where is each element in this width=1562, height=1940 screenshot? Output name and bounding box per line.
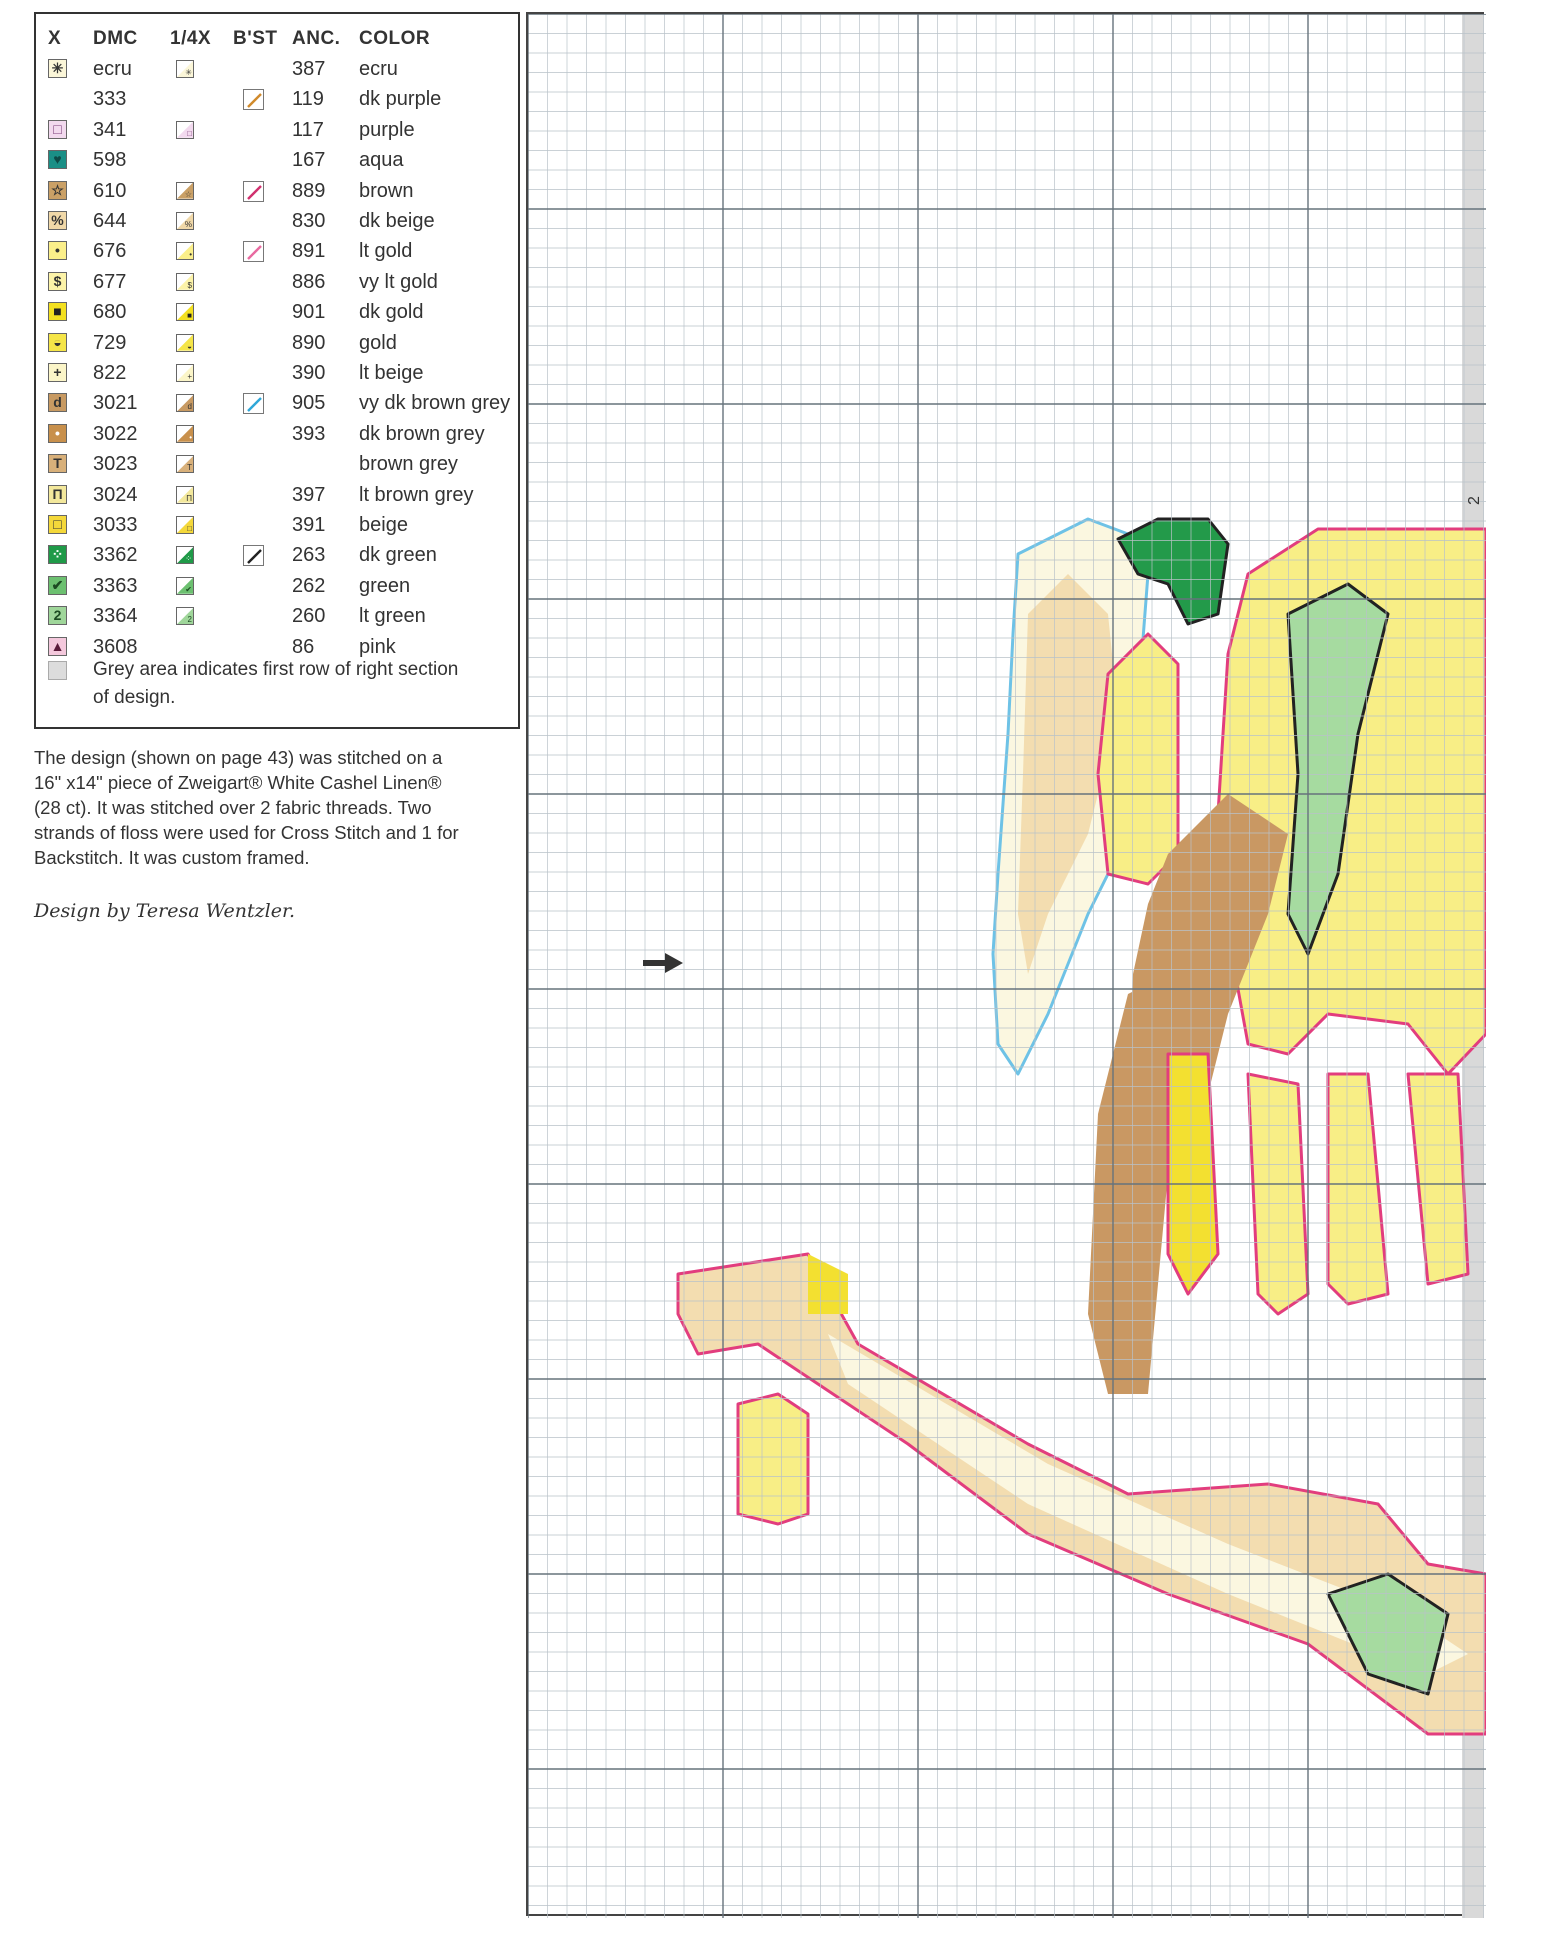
anchor-number: 260 (292, 605, 326, 628)
header-color: COLOR (359, 28, 431, 49)
color-key-table (34, 12, 520, 729)
dmc-number: 3022 (93, 422, 138, 445)
anchor-number: 890 (292, 331, 326, 354)
dmc-number: 341 (93, 118, 127, 141)
quarter-stitch-icon: $ (176, 273, 194, 291)
quarter-stitch-icon: ✳ (176, 60, 194, 78)
color-name: ecru (359, 58, 398, 80)
quarter-stitch-icon: ◒ (176, 334, 194, 352)
stitch-symbol-icon: □ (48, 515, 67, 534)
dmc-number: 598 (93, 149, 127, 172)
description-line: The design (shown on page 43) was stitched on a (34, 747, 443, 768)
ribbon-tail (738, 1394, 808, 1524)
key-row (36, 358, 518, 388)
stitch-symbol-icon: ⁘ (48, 545, 67, 564)
quarter-stitch-icon: + (176, 364, 194, 382)
description-line: (28 ct). It was stitched over 2 fabric threads. Two (34, 797, 432, 818)
key-row (36, 540, 518, 570)
color-name: brown grey (359, 453, 458, 476)
key-row (36, 115, 518, 145)
key-row (36, 480, 518, 510)
stitch-symbol-icon: ◒ (48, 333, 67, 352)
anchor-number: 901 (292, 301, 326, 324)
key-row (36, 267, 518, 297)
quarter-stitch-icon: 2 (176, 607, 194, 625)
anchor-number: 891 (292, 240, 326, 263)
anchor-number: 391 (292, 514, 326, 536)
key-row (36, 145, 518, 175)
dmc-number: 3023 (93, 453, 138, 476)
dmc-number: ecru (93, 58, 132, 80)
dmc-number: 677 (93, 270, 127, 293)
description-line: 16" x14" piece of Zweigart® White Cashel Linen® (34, 772, 442, 793)
key-row (36, 601, 518, 631)
dmc-number: 676 (93, 240, 127, 263)
key-row (36, 54, 518, 84)
color-name: green (359, 574, 411, 597)
anchor-number: 393 (292, 422, 326, 445)
quarter-stitch-icon: Π (176, 486, 194, 504)
color-name: dk purple (359, 88, 442, 111)
face-region (1098, 634, 1178, 884)
key-row (36, 449, 518, 479)
stitch-symbol-icon: ■ (48, 302, 67, 321)
anchor-number: 263 (292, 544, 326, 567)
page-marker: 2 (1466, 496, 1483, 505)
stitch-symbol-icon: + (48, 363, 67, 382)
anchor-number: 830 (292, 210, 326, 232)
anchor-number: 905 (292, 392, 326, 415)
key-row (36, 176, 518, 206)
dmc-number: 822 (93, 362, 127, 384)
anchor-number: 119 (292, 88, 324, 111)
color-name: brown (359, 179, 414, 202)
key-row (36, 297, 518, 327)
quarter-stitch-icon: • (176, 242, 194, 260)
quarter-stitch-icon: □ (176, 516, 194, 534)
center-leg (1248, 1074, 1308, 1314)
anchor-number: 86 (292, 635, 315, 658)
right-leg (1328, 1074, 1388, 1304)
anchor-number: 397 (292, 483, 326, 506)
anchor-number: 889 (292, 179, 326, 202)
grey-area-note-text (93, 656, 513, 712)
color-name: lt gold (359, 240, 413, 263)
stitch-symbol-icon: ✳ (48, 59, 67, 78)
backstitch-line-icon (243, 241, 264, 262)
far-right-leg (1408, 1074, 1468, 1284)
stitch-symbol-icon: T (48, 454, 67, 473)
anchor-number: 390 (292, 362, 326, 384)
dmc-number: 3362 (93, 544, 138, 567)
color-name: lt brown grey (359, 483, 474, 506)
stitch-symbol-icon: Π (48, 485, 67, 504)
note-line-2: of design. (93, 687, 176, 708)
dmc-number: 3608 (93, 635, 138, 658)
key-row (36, 571, 518, 601)
quarter-stitch-icon: T (176, 455, 194, 473)
key-row (36, 510, 518, 540)
quarter-stitch-icon: ■ (176, 303, 194, 321)
design-description (34, 745, 504, 870)
backstitch-line-icon (243, 181, 264, 202)
grey-swatch-icon (48, 661, 67, 680)
backstitch-line-icon (243, 89, 264, 110)
quarter-stitch-icon: ⁘ (176, 546, 194, 564)
stitch-symbol-icon: ♥ (48, 150, 67, 169)
color-name: aqua (359, 149, 404, 172)
header-anchor: ANC. (292, 28, 341, 49)
ribbon-knot (808, 1254, 848, 1314)
designer-credit: Design by Teresa Wentzler. (34, 900, 296, 922)
quarter-stitch-icon: ☆ (176, 182, 194, 200)
anchor-number: 886 (292, 270, 326, 293)
stitch-symbol-icon: • (48, 424, 67, 443)
key-header (36, 24, 518, 54)
color-name: lt beige (359, 362, 424, 384)
dmc-number: 610 (93, 179, 127, 202)
header-quarter: 1/4X (170, 28, 212, 49)
key-row (36, 388, 518, 418)
stitch-symbol-icon: ▲ (48, 637, 67, 656)
description-line: Backstitch. It was custom framed. (34, 847, 310, 868)
dmc-number: 333 (93, 88, 127, 111)
stitch-symbol-icon: • (48, 241, 67, 260)
note-line-1: Grey area indicates first row of right section (93, 659, 459, 680)
color-name: pink (359, 635, 396, 658)
header-dmc: DMC (93, 28, 138, 49)
anchor-number: 262 (292, 574, 326, 597)
stitch-symbol-icon: ✔ (48, 576, 67, 595)
backstitch-line-icon (243, 545, 264, 566)
key-row (36, 206, 518, 236)
key-row (36, 84, 518, 114)
dmc-number: 729 (93, 331, 127, 354)
quarter-stitch-icon: ✔ (176, 577, 194, 595)
color-name: dk brown grey (359, 422, 485, 445)
stitch-symbol-icon: % (48, 211, 67, 230)
key-row (36, 419, 518, 449)
description-line: strands of floss were used for Cross Stitch and 1 for (34, 822, 459, 843)
color-name: dk green (359, 544, 437, 567)
stitch-symbol-icon: $ (48, 272, 67, 291)
dmc-number: 3021 (93, 392, 138, 415)
dmc-number: 3363 (93, 574, 138, 597)
quarter-stitch-icon: % (176, 212, 194, 230)
stitch-symbol-icon: ☆ (48, 181, 67, 200)
anchor-number: 387 (292, 58, 326, 80)
dmc-number: 3024 (93, 483, 138, 506)
color-name: vy dk brown grey (359, 392, 511, 415)
stitch-symbol-icon: 2 (48, 606, 67, 625)
key-row (36, 328, 518, 358)
header-backstitch: B'ST (233, 28, 278, 49)
key-row (36, 236, 518, 266)
quarter-stitch-icon: • (176, 425, 194, 443)
quarter-stitch-icon: □ (176, 121, 194, 139)
center-arrow-icon (643, 952, 683, 974)
dmc-number: 3033 (93, 514, 138, 536)
dmc-number: 644 (93, 210, 127, 232)
backstitch-line-icon (243, 393, 264, 414)
anchor-number: 117 (292, 118, 324, 141)
color-name: gold (359, 331, 397, 354)
dmc-number: 3364 (93, 605, 138, 628)
header-x: X (48, 28, 62, 49)
color-name: lt green (359, 605, 426, 628)
color-name: vy lt gold (359, 270, 438, 293)
anchor-number: 167 (292, 149, 326, 172)
stitch-symbol-icon: d (48, 393, 67, 412)
quarter-stitch-icon: d (176, 394, 194, 412)
color-name: beige (359, 514, 408, 536)
color-name: dk beige (359, 210, 435, 232)
color-name: purple (359, 118, 415, 141)
color-name: dk gold (359, 301, 424, 324)
stitch-symbol-icon: □ (48, 120, 67, 139)
dmc-number: 680 (93, 301, 127, 324)
